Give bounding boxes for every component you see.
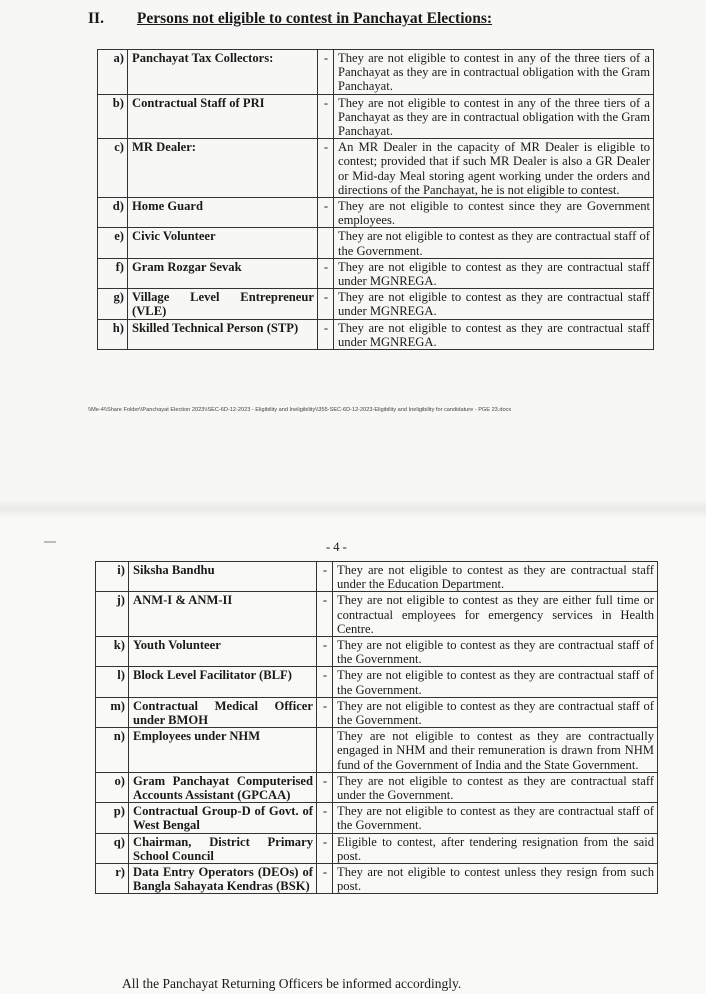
dash-separator — [318, 228, 334, 258]
file-path-footer: \\Me-4\\Share Folder\\Panchayat Election 2023\\SEC-6D-12-2023 - Eligibility and Ineligibility\\355-SEC-6D-12-2023-Eligibility and Ineligibility for candidature - PGE 23.docx — [88, 407, 512, 413]
item-label: h) — [98, 319, 128, 349]
dash-separator: - — [318, 319, 334, 349]
eligibility-note: They are not eligible to contest as they are either full time or contractual employees for emergency services in Health Centre. — [333, 592, 658, 637]
item-label: q) — [96, 833, 129, 863]
dash-separator: - — [317, 637, 333, 667]
eligibility-note: They are not eligible to contest as they are contractual staff of the Government. — [333, 667, 658, 697]
eligibility-note: They are not eligible to contest as they are contractual staff under the Government. — [333, 772, 658, 802]
item-label: j) — [96, 592, 129, 637]
table-row — [98, 198, 654, 228]
person-category: MR Dealer: — [128, 139, 318, 198]
eligibility-note: They are not eligible to contest as they are contractual staff under MGNREGA. — [334, 258, 654, 288]
table-row — [96, 562, 658, 592]
eligibility-note: They are not eligible to contest as they are contractually engaged in NHM and their remuneration is drawn from NHM fund of the Government of India and the State Government. — [333, 728, 658, 773]
dash-separator: - — [318, 258, 334, 288]
table-row — [96, 728, 658, 773]
table-row — [98, 50, 654, 95]
table-row — [96, 772, 658, 802]
person-category: Youth Volunteer — [129, 637, 317, 667]
item-label: c) — [98, 139, 128, 198]
eligibility-note: They are not eligible to contest since they are Government employees. — [334, 198, 654, 228]
page-number: - 4 - — [326, 540, 347, 554]
table-row — [98, 94, 654, 139]
item-label: a) — [98, 50, 128, 95]
item-label: r) — [96, 864, 129, 894]
table-row — [96, 592, 658, 637]
person-category: Village Level Entrepreneur (VLE) — [128, 289, 318, 319]
table-row — [98, 289, 654, 319]
table-row — [96, 637, 658, 667]
dash-separator: - — [318, 289, 334, 319]
dash-separator: - — [317, 667, 333, 697]
table-row — [98, 228, 654, 258]
person-category: Chairman, District Primary School Council — [129, 833, 317, 863]
dash-separator: - — [317, 562, 333, 592]
eligibility-note: They are not eligible to contest as they are contractual staff under MGNREGA. — [334, 289, 654, 319]
section-title: Persons not eligible to contest in Panchayat Elections: — [136, 10, 493, 27]
dash-separator: - — [318, 50, 334, 95]
item-label: l) — [96, 667, 129, 697]
eligibility-note: They are not eligible to contest unless they resign from such post. — [333, 864, 658, 894]
table-row — [98, 258, 654, 288]
person-category: Block Level Facilitator (BLF) — [129, 667, 317, 697]
item-label: o) — [96, 772, 129, 802]
eligibility-note: They are not eligible to contest as they are contractual staff under the Education Department. — [333, 562, 658, 592]
table-row — [98, 139, 654, 198]
item-label: m) — [96, 697, 129, 727]
page-separator — [0, 500, 706, 518]
item-label: k) — [96, 637, 129, 667]
dash-separator: - — [317, 864, 333, 894]
table-row — [98, 319, 654, 349]
person-category: Siksha Bandhu — [129, 562, 317, 592]
section-heading — [88, 10, 492, 28]
person-category: Panchayat Tax Collectors: — [128, 50, 318, 95]
ineligible-persons-table-1 — [97, 49, 654, 350]
person-category: Contractual Staff of PRI — [128, 94, 318, 139]
dash-separator: - — [317, 592, 333, 637]
table-row — [96, 833, 658, 863]
person-category: Civic Volunteer — [128, 228, 318, 258]
item-label: i) — [96, 562, 129, 592]
person-category: Skilled Technical Person (STP) — [128, 319, 318, 349]
eligibility-note: They are not eligible to contest as they are contractual staff of the Government. — [333, 697, 658, 727]
dash-separator: - — [317, 803, 333, 833]
dash-separator: - — [318, 94, 334, 139]
eligibility-note: They are not eligible to contest in any of the three tiers of a Panchayat as they are in contractual obligation with the Gram Panchayat. — [334, 94, 654, 139]
table-row — [96, 803, 658, 833]
dash-separator: - — [317, 772, 333, 802]
person-category: Gram Panchayat Computerised Accounts Assistant (GPCAA) — [129, 772, 317, 802]
item-label: f) — [98, 258, 128, 288]
item-label: n) — [96, 728, 129, 773]
eligibility-note: They are not eligible to contest as they are contractual staff of the Government. — [334, 228, 654, 258]
closing-instruction: All the Panchayat Returning Officers be informed accordingly. — [122, 976, 462, 991]
section-number: II. — [88, 10, 104, 27]
dash-separator: - — [318, 139, 334, 198]
eligibility-note: Eligible to contest, after tendering resignation from the said post. — [333, 833, 658, 863]
eligibility-note: They are not eligible to contest as they are contractual staff of the Government. — [333, 637, 658, 667]
eligibility-note: They are not eligible to contest as they are contractual staff of the Government. — [333, 803, 658, 833]
person-category: Home Guard — [128, 198, 318, 228]
person-category: ANM-I & ANM-II — [129, 592, 317, 637]
eligibility-note: An MR Dealer in the capacity of MR Dealer is eligible to contest; provided that if such MR Dealer is also a GR Dealer or Mid-day Meal storing agent working under the orders and directions of the Panchayat, he is not eligible to contest. — [334, 139, 654, 198]
scan-mark — [44, 541, 56, 543]
item-label: b) — [98, 94, 128, 139]
dash-separator: - — [317, 697, 333, 727]
eligibility-note: They are not eligible to contest as they are contractual staff under MGNREGA. — [334, 319, 654, 349]
person-category: Contractual Medical Officer under BMOH — [129, 697, 317, 727]
person-category: Data Entry Operators (DEOs) of Bangla Sahayata Kendras (BSK) — [129, 864, 317, 894]
item-label: e) — [98, 228, 128, 258]
eligibility-note: They are not eligible to contest in any of the three tiers of a Panchayat as they are in contractual obligation with the Gram Panchayat. — [334, 50, 654, 95]
dash-separator: - — [318, 198, 334, 228]
ineligible-persons-table-2 — [95, 561, 658, 894]
dash-separator — [317, 728, 333, 773]
item-label: p) — [96, 803, 129, 833]
table-row — [96, 864, 658, 894]
person-category: Contractual Group-D of Govt. of West Bengal — [129, 803, 317, 833]
dash-separator: - — [317, 833, 333, 863]
item-label: g) — [98, 289, 128, 319]
person-category: Employees under NHM — [129, 728, 317, 773]
person-category: Gram Rozgar Sevak — [128, 258, 318, 288]
item-label: d) — [98, 198, 128, 228]
table-row — [96, 667, 658, 697]
table-row — [96, 697, 658, 727]
